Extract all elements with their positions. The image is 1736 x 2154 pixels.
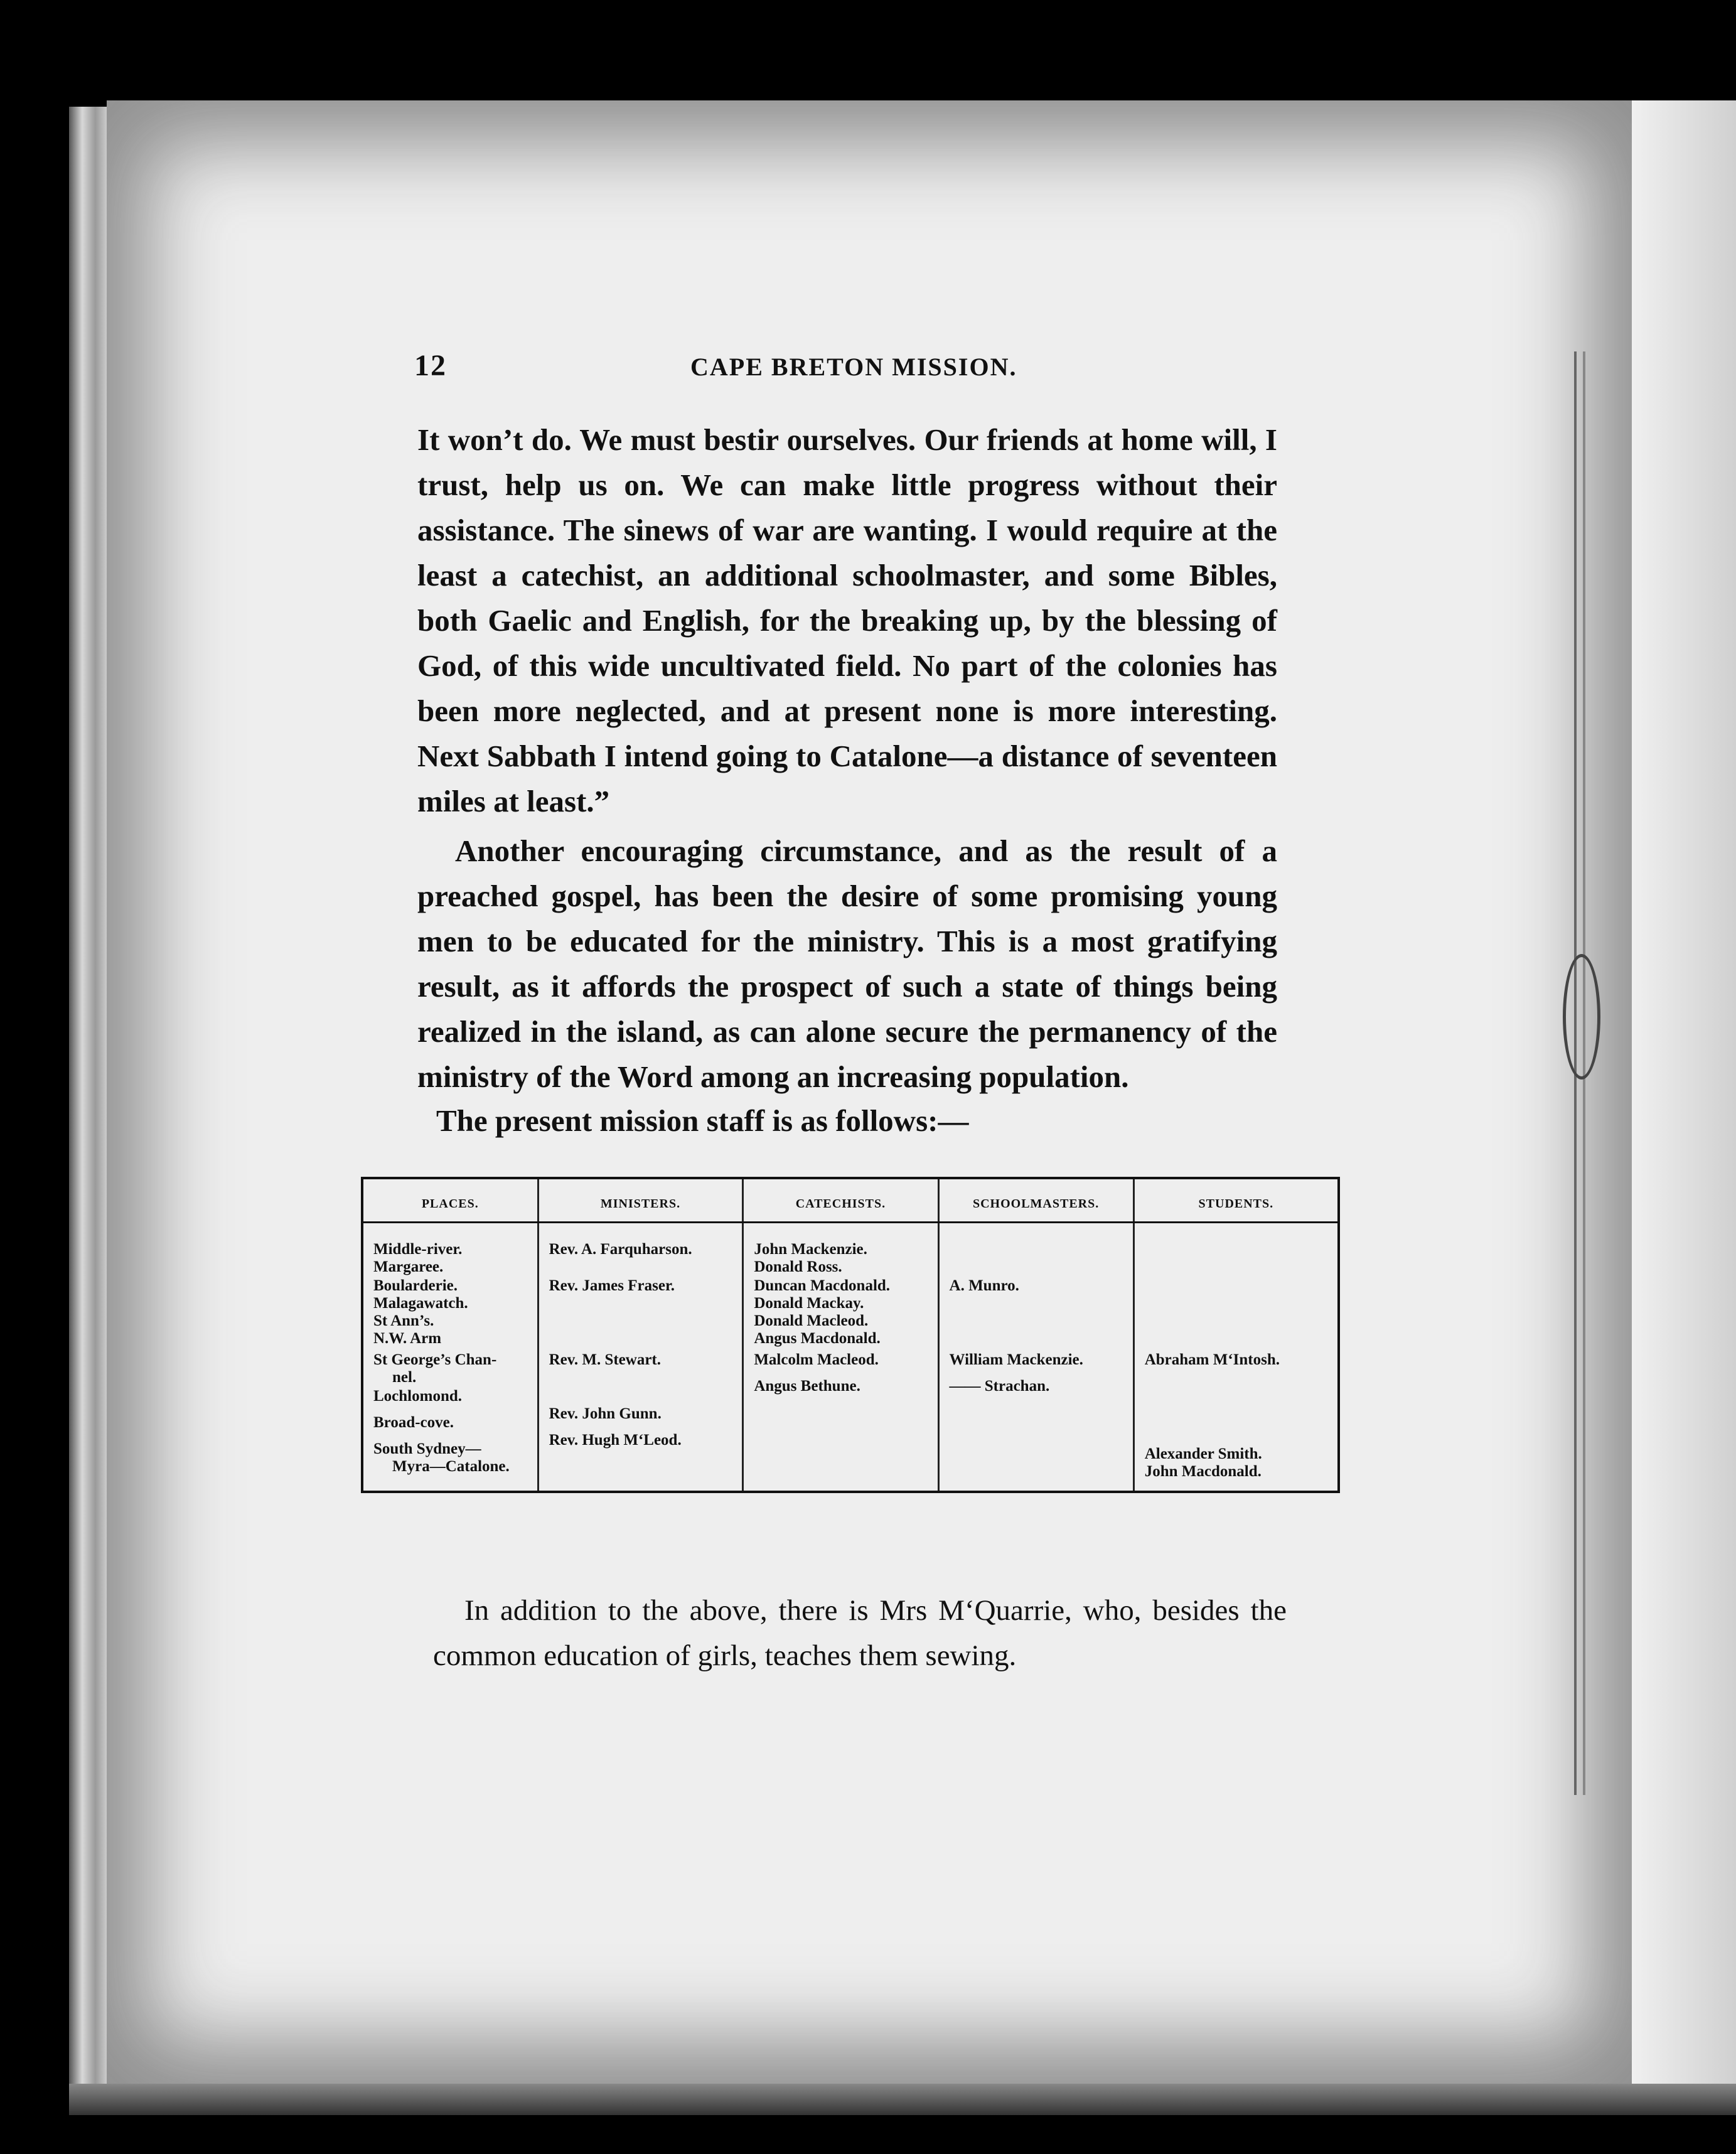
places-column [362, 1223, 538, 1492]
place-name: Margaree. [373, 1258, 444, 1275]
paragraph-letter-end: It won’t do. We must bestir ourselves. Our friends at home will, I trust, help us on. We can make little progress without their assistance. The sinews of war are wanting. I would require at the least a catechist, an additional schoolmaster, and some Bibles, both Gaelic and English, for the breaking up, by the blessing of God, of this wide uncultivated field. No part of the colonies has been more neglected, and at present none is more interesting. Next Sabbath I intend going to Catalone—a distance of seventeen miles at least.” [417, 422, 1277, 818]
student-name: Alexander Smith. [1144, 1445, 1262, 1462]
place-name: Malagawatch. [373, 1295, 468, 1312]
schoolmaster-name: A. Munro. [949, 1277, 1019, 1294]
column-header-ministers: MINISTERS. [538, 1178, 743, 1223]
paragraph-mrs-mquarrie: In addition to the above, there is Mrs M‘Quarrie, who, besides the common education of girls, teaches them sewing. [433, 1594, 1287, 1672]
place-group [373, 1388, 528, 1414]
book-bottom-edge [69, 2084, 1736, 2115]
column-header-catechists: CATECHISTS. [743, 1178, 938, 1223]
place-group [373, 1277, 528, 1351]
catechists-column [743, 1223, 938, 1492]
place-group [373, 1351, 528, 1388]
mission-staff-table [361, 1177, 1340, 1493]
catechist-name: Donald Ross. [754, 1258, 842, 1275]
schoolmaster-spacer [950, 1241, 1124, 1277]
minister-name: Rev. M. Stewart. [549, 1351, 661, 1368]
place-name: South Sydney— [373, 1440, 481, 1457]
paragraph-ministry-candidates: Another encouraging circumstance, and as the result of a preached gospel, has been the desire of some promising young men to be educated for the ministry. This is a most gratifying result, as it affords the prospect of such a state of things being realized in the island, as can alone secure the permanency of the ministry of the Word among an increasing population. [417, 833, 1277, 1094]
page-header [414, 348, 1293, 392]
place-group [373, 1241, 528, 1277]
minister-name: Rev. James Fraser. [549, 1277, 675, 1294]
student-spacer [1145, 1241, 1329, 1277]
place-name: St George’s Chan- [373, 1351, 497, 1368]
catechist-name: Malcolm Macleod. [754, 1351, 879, 1368]
catechist-group [754, 1277, 928, 1351]
column-header-students: STUDENTS. [1133, 1178, 1339, 1223]
catechist-name: Angus Macdonald. [754, 1330, 881, 1347]
minister-name: Rev. A. Farquharson. [549, 1241, 692, 1258]
place-group [373, 1440, 528, 1476]
place-name: N.W. Arm [373, 1330, 442, 1347]
minister-name: Rev. Hugh M‘Leod. [549, 1432, 682, 1449]
place-name: Broad-cove. [373, 1414, 454, 1431]
page-number: 12 [414, 349, 447, 382]
catechist-name: Donald Mackay. [754, 1295, 864, 1312]
student-name: Abraham M‘Intosh. [1144, 1351, 1280, 1368]
minister-name: Rev. John Gunn. [549, 1405, 662, 1422]
catechist-group [754, 1241, 928, 1277]
place-name: Boularderie. [373, 1277, 458, 1294]
running-title: CAPE BRETON MISSION. [690, 353, 1017, 381]
column-header-schoolmasters: SCHOOLMASTERS. [938, 1178, 1133, 1223]
column-header-places: PLACES. [362, 1178, 538, 1223]
binding-stitch [1563, 954, 1600, 1080]
facing-page-strip [1632, 100, 1736, 2084]
place-name: St Ann’s. [373, 1312, 434, 1329]
place-name: Lochlomond. [373, 1388, 463, 1405]
ministers-column [538, 1223, 743, 1492]
schoolmaster-name: William Mackenzie. [949, 1351, 1083, 1368]
place-name: nel. [392, 1369, 417, 1386]
place-name: Myra—Catalone. [392, 1458, 510, 1475]
schoolmaster-name: —— Strachan. [949, 1378, 1050, 1395]
student-spacer [1145, 1277, 1329, 1351]
place-name: Middle-river. [373, 1241, 463, 1258]
schoolmasters-column [938, 1223, 1133, 1492]
catechist-name: Donald Macleod. [754, 1312, 869, 1329]
catechist-name: John Mackenzie. [754, 1241, 867, 1258]
students-column [1133, 1223, 1339, 1492]
table-row [362, 1223, 1339, 1492]
catechist-name: Duncan Macdonald. [754, 1277, 891, 1294]
paragraph-staff-intro: The present mission staff is as follows:— [436, 1103, 969, 1138]
place-group [373, 1414, 528, 1440]
student-name: John Macdonald. [1144, 1463, 1262, 1480]
catechist-name: Angus Bethune. [754, 1378, 860, 1395]
table-header-row [362, 1178, 1339, 1223]
